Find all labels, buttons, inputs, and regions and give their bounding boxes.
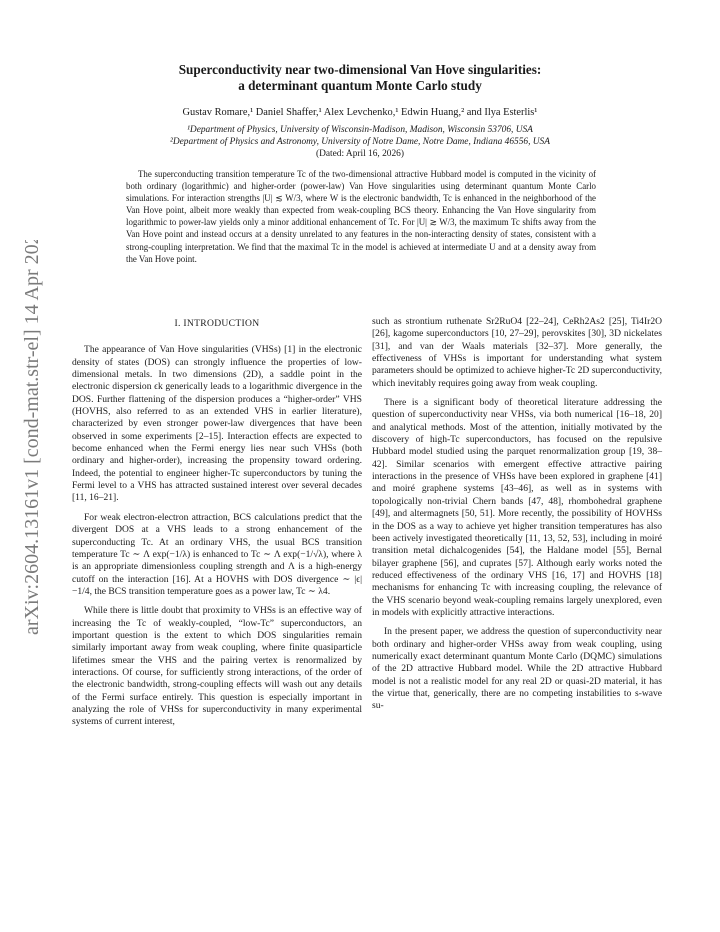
affiliation-2: ²Department of Physics and Astronomy, University of Notre Dame, Notre Dame, Indiana 46556, USA (170, 137, 550, 148)
affiliation-1: ¹Department of Physics, University of Wisconsin-Madison, Madison, Wisconsin 53706, USA (187, 125, 533, 135)
right-column (372, 316, 662, 720)
affiliations (90, 124, 630, 161)
right-paragraph-3: In the present paper, we address the question of superconductivity near both ordinary and higher-order VHSs away from weak coupling, using numerically exact determinant quantum Monte Carlo (DQMC) simulations of the 2D attractive Hubbard model. While the 2D attractive Hubbard model is not a realistic model for any real 2D or quasi-2D material, it has the virtue that, generically, there are no competing instabilities to s-wave su- (372, 626, 662, 712)
left-paragraph-2: For weak electron-electron attraction, BCS calculations predict that the divergent DOS at a VHS leads to a strong enhancement of the superconducting Tc. At an ordinary VHS, the usual BCS transition temperature Tc ∼ Λ exp(−1/λ) is enhanced to Tc ∼ Λ exp(−1/√λ), where λ is an appropriate dimensionless coupling strength and Λ is a high-energy cutoff on the interaction [16]. At a HOVHS with DOS divergence ∼ |ϵ|−1/4, the BCS transition temperature goes as a power law, Tc ∼ λ4. (72, 511, 362, 597)
right-paragraph-2: There is a significant body of theoretical literature addressing the question of superconductivity near VHSs, via both numerical [16–18, 20] and analytical methods. Most of the attention, initially motivated by the discovery of high-Tc superconductors, has focused on the repulsive Hubbard model studied using the parquet renormalization group [19, 38–42]. Similar scenarios with emergent effective attractive pairing interactions in the presence of VHSs have been explored in graphene [41] and moiré graphene systems [43–46], as well as in systems with topologically non-trivial Chern bands [47, 48], rhombohedral graphene [49], and altermagnets [50, 51]. More recently, the possibility of HOVHSs in the DOS as a way to achieve yet higher transition temperatures has also been actively investigated theoretically [11, 13, 52, 53], including in moiré transition metal dichalcogenides [54], the Haldane model [55], Bernal bilayer graphene [56], and cuprates [57]. Although early works noted the reduced effectiveness of the ordinary VHS [16, 17] and HOVHS [18] mechanisms for enhancing Tc with increasing coupling, the relevance of the VHS scenario beyond weak-coupling remains largely unexplored, even in models with explicitly attractive interactions. (372, 397, 662, 618)
paper-title (100, 62, 620, 94)
title-line-1: Superconductivity near two-dimensional Van Hove singularities: (178, 62, 542, 77)
title-line-2: a determinant quantum Monte Carlo study (238, 78, 482, 93)
author-list: Gustav Romare,¹ Daniel Shaffer,¹ Alex Levchenko,¹ Edwin Huang,² and Ilya Esterlis¹ (182, 107, 538, 118)
arxiv-identifier: arXiv:2604.13161v1 [cond-mat.str-el] 14 Apr 2026 (21, 240, 43, 635)
date-line: (Dated: April 16, 2026) (315, 149, 404, 160)
left-paragraph-3: While there is little doubt that proximity to VHSs is an effective way of increasing the Tc of weakly-coupled, “low-Tc” superconductors, an important question is the extent to which DOS singularities remain similarly important away from weak coupling, where finite quasiparticle lifetimes smear the VHS and the pairing vertex is renormalized by interactions. Of course, for sufficiently strong interactions, of the order of the electronic bandwidth, strong-coupling effects will wash out any details of the Fermi surface entirely. This question is especially important in analyzing the role of VHSs for superconductivity in many experimental systems of current interest, (72, 605, 362, 728)
right-paragraph-1: such as strontium ruthenate Sr2RuO4 [22–24], CeRh2As2 [25], Ti4Ir2O [26], kagome superconductors [10, 27–29], perovskites [30], 3D nickelates [31], and van der Waals materials [32–37]. More generally, the effectiveness of VHSs is important for understanding what system parameters should be optimized to achieve higher-Tc 2D superconductivity, which inevitably requires going away from weak coupling. (372, 316, 662, 389)
abstract: The superconducting transition temperature Tc of the two-dimensional attractive Hubbard model is computed in the vicinity of both ordinary (logarithmic) and higher-order (power-law) Van Hove singularities using determinant quantum Monte Carlo simulations. For interaction strengths |U| ≲ W/3, where W is the electronic bandwidth, Tc is enhanced in the neighborhood of the Van Hove point, albeit more weakly than expected from weak-coupling BCS theory. Enhancing the Van Hove singularity from logarithmic to power-law yields only a minor additional enhancement of Tc. For |U| ≳ W/3, the maximum Tc shifts away from the Van Hove point and instead occurs at a density unrelated to any features in the non-interacting density of states, consistent with a strong-coupling interpretation. We find that the maximal Tc in the model is achieved at intermediate U and at a density away from the Van Hove point. (126, 169, 596, 264)
section-heading-introduction: I. INTRODUCTION (174, 318, 260, 329)
left-column (72, 316, 362, 736)
left-paragraph-1: The appearance of Van Hove singularities (VHSs) [1] in the electronic density of states (DOS) can strongly influence the properties of low-dimensional metals. In two dimensions (2D), a saddle point in the electronic dispersion ϵk generically leads to a logarithmic divergence in the DOS. Further flattening of the dispersion produces a “higher-order” VHS (HOVHS, also referred to as an extended VHS in earlier literature), characterized by even stronger power-law divergences that have been observed in some experiments [2–15]. Interaction effects are expected to become enhanced when the Fermi energy lies near such VHSs (both ordinary and higher-order), increasing the propensity toward ordering. Indeed, the potential to engineer higher-Tc superconductors by tuning the Fermi level to a VHS has attracted sustained interest over several decades [11, 16–21]. (72, 344, 362, 504)
